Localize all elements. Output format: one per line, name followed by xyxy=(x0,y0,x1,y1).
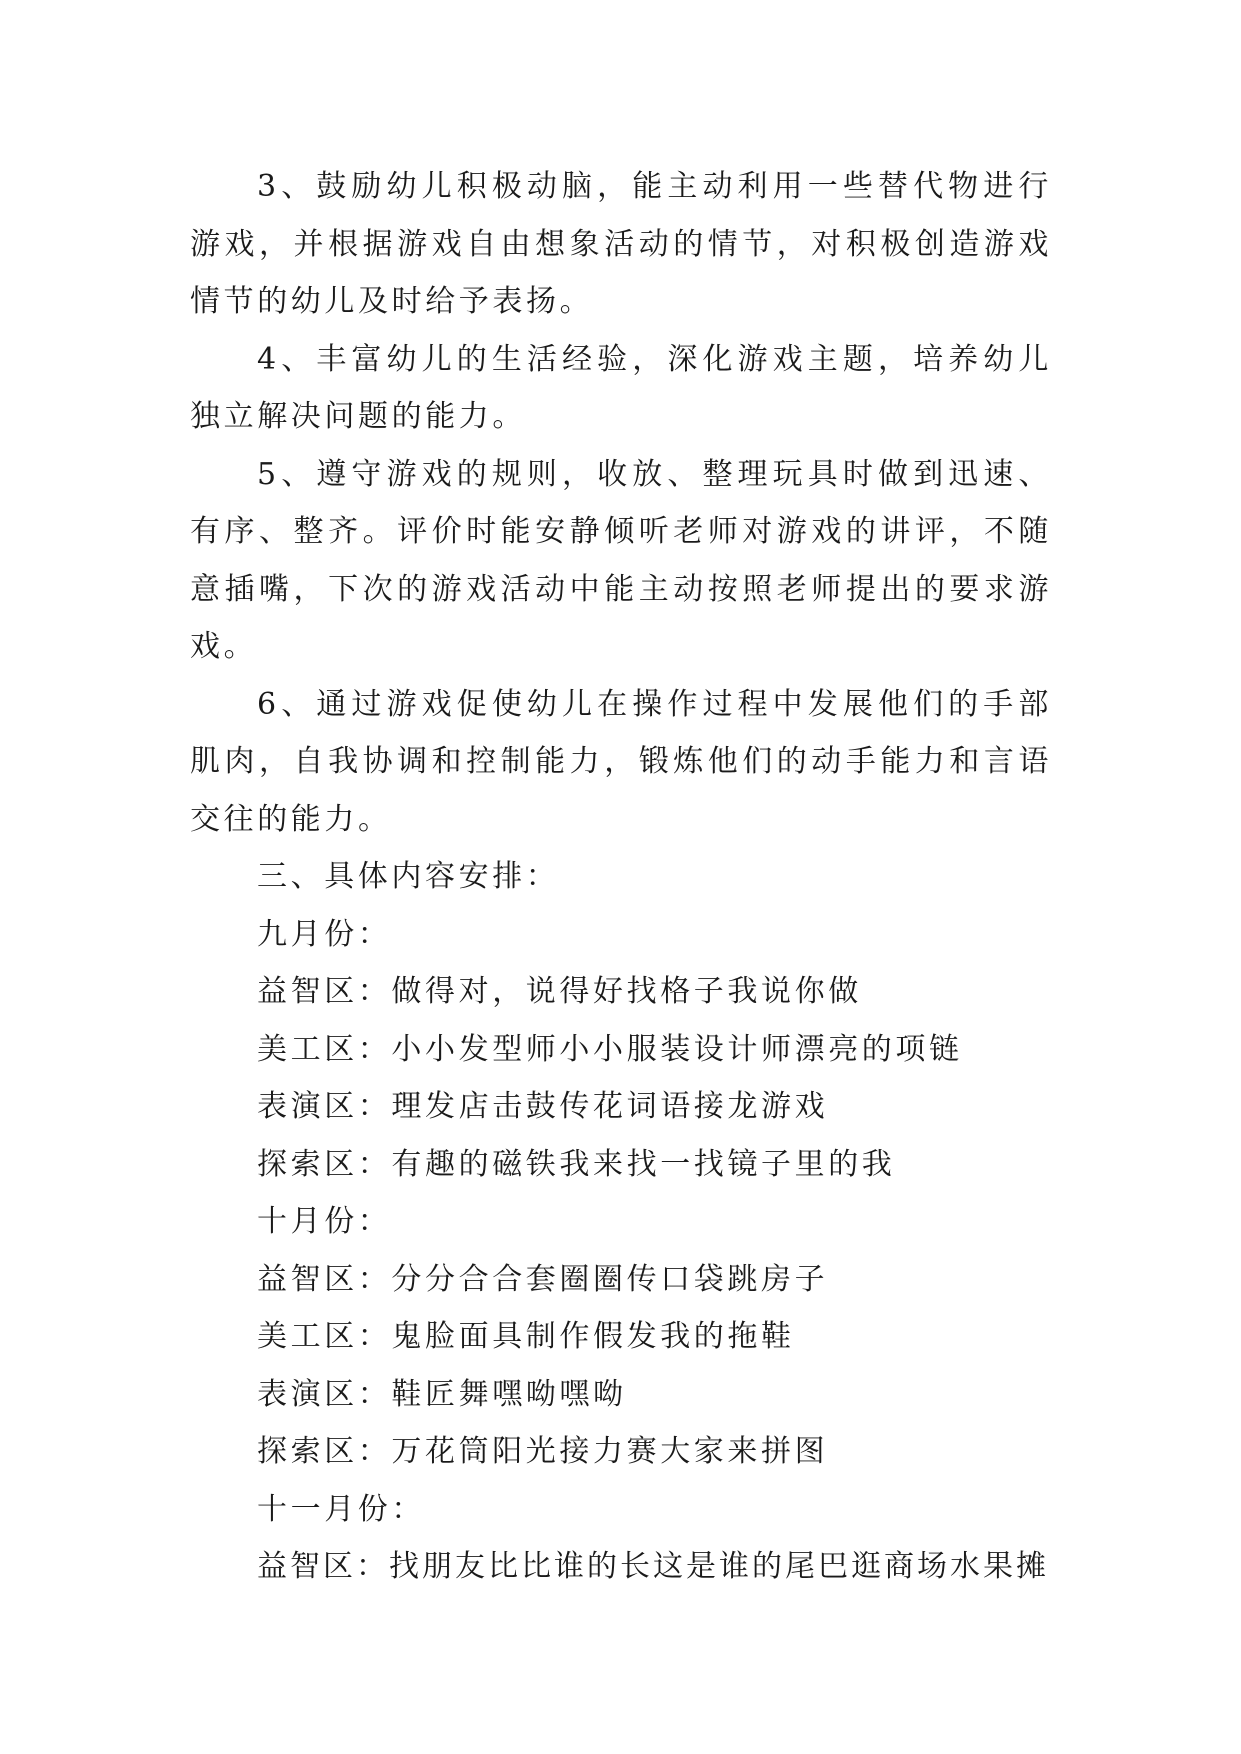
paragraph-goal-3: 3、鼓励幼儿积极动脑，能主动利用一些替代物进行游戏，并根据游戏自由想象活动的情节，对积极创造游戏情节的幼儿及时给予表扬。 xyxy=(190,169,1052,319)
month-label-october: 十月份： xyxy=(257,1204,392,1239)
september-explore-area: 探索区：有趣的磁铁我来找一找镜子里的我 xyxy=(257,1146,896,1182)
section-heading: 三、具体内容安排： xyxy=(257,859,560,894)
paragraph-goal-5: 5、遵守游戏的规则，收放、整理玩具时做到迅速、有序、整齐。评价时能安静倾听老师对游戏的讲评，不随意插嘴，下次的游戏活动中能主动按照老师提出的要求游戏。 xyxy=(190,456,1052,664)
october-art-area: 美工区：鬼脸面具制作假发我的拖鞋 xyxy=(257,1319,795,1354)
november-puzzle-area: 益智区：找朋友比比谁的长这是谁的尾巴逛商场水果摊 xyxy=(257,1549,1049,1584)
october-performance-area: 表演区：鞋匠舞嘿呦嘿呦 xyxy=(257,1376,627,1412)
september-puzzle-area: 益智区：做得对，说得好找格子我说你做 xyxy=(257,974,862,1009)
paragraph-goal-4: 4、丰富幼儿的生活经验，深化游戏主题，培养幼儿独立解决问题的能力。 xyxy=(190,341,1052,434)
october-puzzle-area: 益智区：分分合合套圈圈传口袋跳房子 xyxy=(257,1261,829,1297)
month-label-september: 九月份： xyxy=(257,916,392,952)
september-performance-area: 表演区：理发店击鼓传花词语接龙游戏 xyxy=(257,1089,829,1124)
document-body xyxy=(190,158,1052,1596)
month-label-november: 十一月份： xyxy=(257,1491,425,1527)
october-explore-area: 探索区：万花筒阳光接力赛大家来拼图 xyxy=(257,1434,829,1469)
paragraph-goal-6: 6、通过游戏促使幼儿在操作过程中发展他们的手部肌肉，自我协调和控制能力，锻炼他们的动手能力和言语交往的能力。 xyxy=(190,686,1052,837)
september-art-area: 美工区：小小发型师小小服装设计师漂亮的项链 xyxy=(257,1031,963,1067)
